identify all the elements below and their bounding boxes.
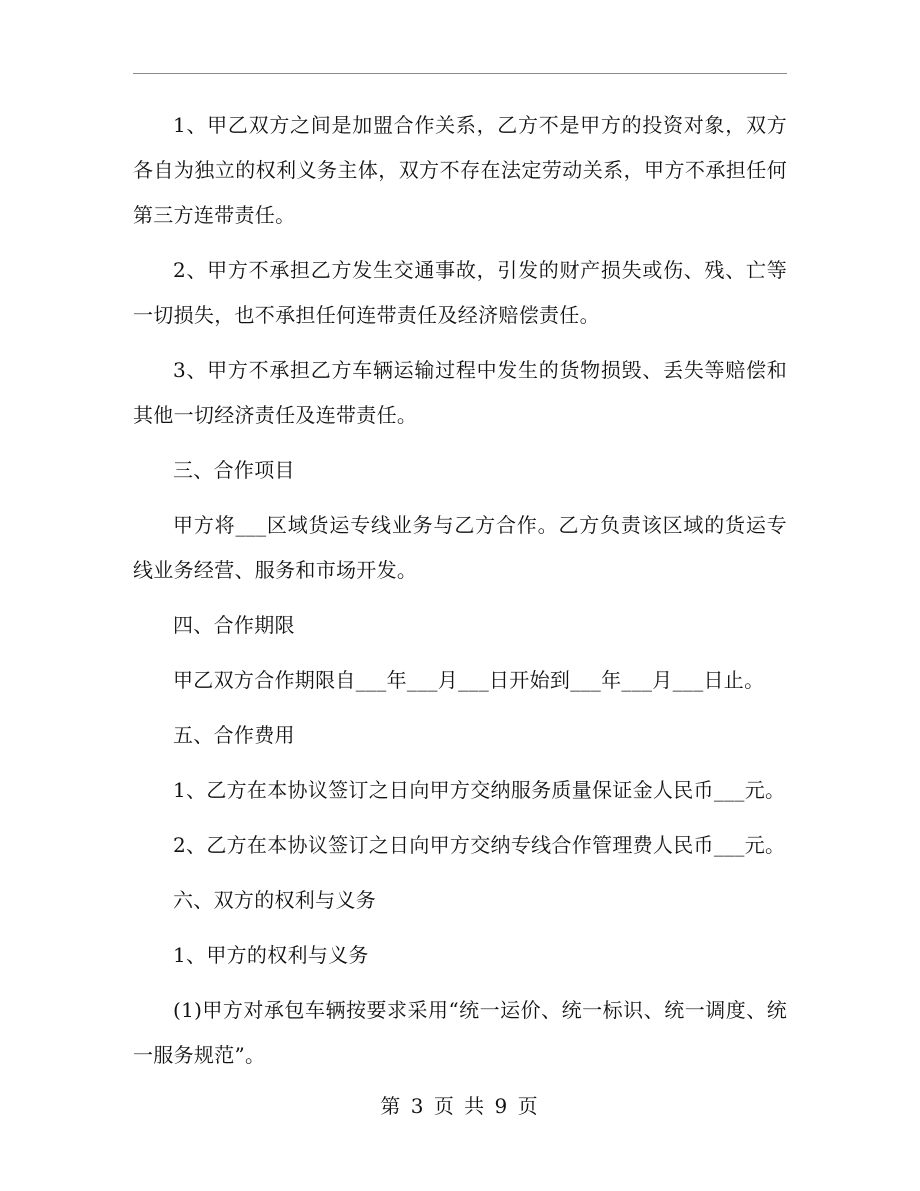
clause-3: 3、甲方不承担乙方车辆运输过程中发生的货物损毁、丢失等赔偿和其他一切经济责任及连带责任。 [133,358,787,427]
header-rule [133,73,787,74]
party-a-rights-item-1: (1)甲方对承包车辆按要求采用“统一运价、统一标识、统一调度、统一服务规范”。 [133,998,787,1067]
section-heading-cooperation-project: 三、合作项目 [173,458,295,482]
clause-2: 2、甲方不承担乙方发生交通事故，引发的财产损失或伤、残、亡等一切损失，也不承担任何连带责任及经济赔偿责任。 [133,258,787,327]
fee-item-2: 2、乙方在本协议签订之日向甲方交纳专线合作管理费人民币___元。 [173,833,786,857]
section-heading-cooperation-fees: 五、合作费用 [173,723,295,747]
section-heading-rights-obligations: 六、双方的权利与义务 [173,888,376,912]
document-body [133,103,787,1078]
cooperation-term-text: 甲乙双方合作期限自___年___月___日开始到___年___月___日止。 [173,668,765,692]
section-heading-cooperation-term: 四、合作期限 [173,613,295,637]
fee-item-1: 1、乙方在本协议签订之日向甲方交纳服务质量保证金人民币___元。 [173,778,786,802]
subheading-party-a-rights: 1、甲方的权利与义务 [173,943,369,967]
clause-1: 1、甲乙双方之间是加盟合作关系，乙方不是甲方的投资对象，双方各自为独立的权利义务主体，双方不存在法定劳动关系，甲方不承担任何第三方连带责任。 [133,113,787,227]
cooperation-project-text: 甲方将___区域货运专线业务与乙方合作。乙方负责该区域的货运专线业务经营、服务和市场开发。 [133,513,787,582]
page-number: 第 3 页 共 9 页 [380,1094,540,1118]
